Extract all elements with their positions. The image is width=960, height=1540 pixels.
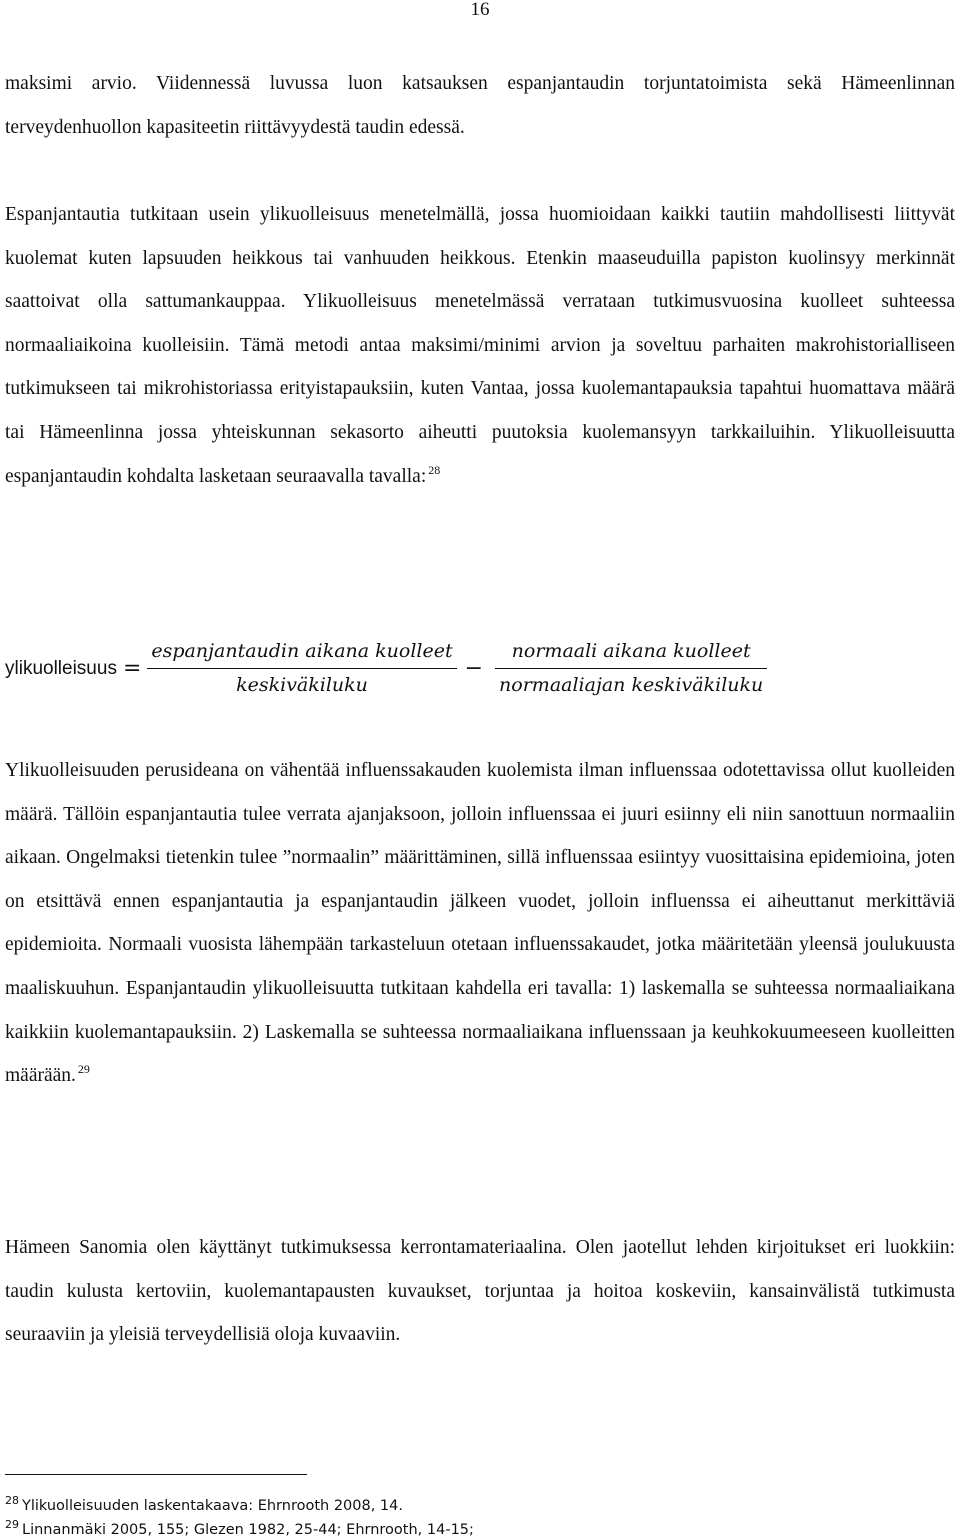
- footnote-number: 29: [5, 1518, 19, 1531]
- intro-paragraph: [5, 62, 955, 149]
- paragraph-text: Ylikuolleisuuden perusideana on vähentää influenssakauden kuolemista ilman influenssaa odotettavissa ollut kuolleiden määrä. Tällöin espanjantautia tulee verrata ajanjaksoon, jolloin influenssaa ei juuri esiinny eli niin sanottuun normaaliin aikaan. Ongelmaksi tietenkin tulee ”normaalin” määrittäminen, sillä influenssaa esiintyy vuosittaisina epidemioina, joten on etsittävä ennen espanjantautia ja espanjantaudin jälkeen vuodet, jolloin influenssa ei aiheuttanut merkittäviä epidemioita. Normaali vuosista lähempään tarkasteluun otetaan influenssakaudet, jotka määritetään yleensä joulukuusta maaliskuuhun. Espanjantaudin ylikuolleisuutta tutkitaan kahdella eri tavalla: 1) laskemalla se suhteessa normaaliaikana kaikkiin kuolemantapauksiin. 2) Laskemalla se suhteessa normaaliaikana influenssaan ja keuhkokuumeeseen kuolleitten määrään.: [5, 760, 955, 1087]
- paragraph-text: Espanjantautia tutkitaan usein ylikuolleisuus menetelmällä, jossa huomioidaan kaikki tautiin mahdollisesti liittyvät kuolemat kuten lapsuuden heikkous tai vanhuuden heikkous. Etenkin maaseuduilla papiston kuolinsyy merkinnät saattoivat olla sattumankauppaa. Ylikuolleisuus menetelmässä verrataan tutkimusvuosina kuolleet suhteessa normaaliaikoina kuolleisiin. Tämä metodi antaa maksimi/minimi arvion ja soveltuu parhaiten makrohistorialliseen tutkimukseen tai mikrohistoriassa erityistapauksiin, kuten Vantaa, jossa kuolemantapauksia tapahtui huomattava määrä tai Hämeenlinna jossa yhteiskunnan sekasorto aiheutti puutoksia kuolemansyyn tarkkailuihin. Ylikuolleisuutta espanjantaudin kohdalta lasketaan seuraavalla tavalla:: [5, 204, 955, 487]
- fraction-2-numerator: normaali aikana kuolleet: [511, 639, 751, 662]
- excess-mortality-formula: [5, 628, 955, 708]
- fraction-1-numerator: espanjantaudin aikana kuolleet: [151, 639, 453, 662]
- footnote-28: [5, 1491, 403, 1516]
- footnote-number: 28: [5, 1494, 19, 1507]
- fraction-1-denominator: keskiväkiluku: [236, 674, 368, 697]
- formula-fraction-1: [147, 640, 456, 697]
- paragraph-text: Hämeen Sanomia olen käyttänyt tutkimuksessa kerrontamateriaalina. Olen jaotellut lehden kirjoitukset eri luokkiin: taudin kulusta kertoviin, kuolemantapausten kuvaukset, torjuntaa ja hoitoa koskeviin, kansainvälistä tutkimusta seuraaviin ja yleisiä terveydellisiä oloja kuvaaviin.: [5, 1237, 955, 1346]
- fraction-2-denominator: normaaliajan keskiväkiluku: [499, 674, 764, 697]
- formula-lhs: ylikuolleisuus: [5, 658, 117, 679]
- footnote-ref-29[interactable]: 29: [77, 1062, 90, 1077]
- sources-paragraph: [5, 1226, 955, 1357]
- footnote-29: [5, 1515, 474, 1540]
- footnote-text: Linnanmäki 2005, 155; Glezen 1982, 25-44; Ehrnrooth, 14-15;: [22, 1522, 474, 1538]
- footnote-separator: [5, 1474, 307, 1475]
- formula-equals: =: [122, 655, 142, 681]
- formula-minus: −: [464, 655, 484, 681]
- formula-fraction-2: [495, 640, 767, 697]
- discussion-paragraph: [5, 749, 955, 1098]
- method-paragraph: [5, 193, 955, 498]
- paragraph-text: maksimi arvio. Viidennessä luvussa luon katsauksen espanjantaudin torjuntatoimista sekä Hämeenlinnan terveydenhuollon kapasiteetin riittävyydestä taudin edessä.: [5, 73, 955, 138]
- page-number: 16: [470, 0, 490, 20]
- footnote-ref-28[interactable]: 28: [428, 462, 441, 477]
- footnote-text: Ylikuolleisuuden laskentakaava: Ehrnrooth 2008, 14.: [22, 1498, 403, 1514]
